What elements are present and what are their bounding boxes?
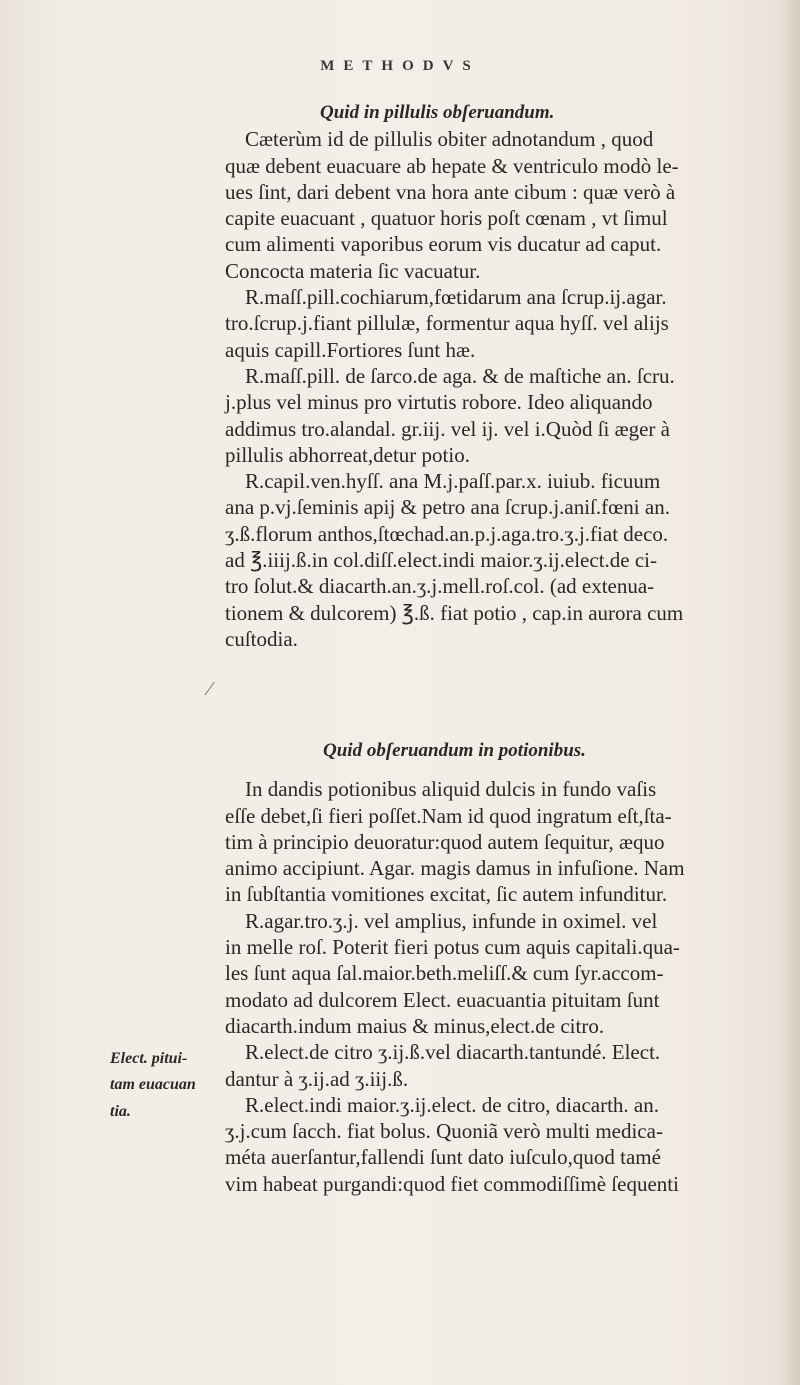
recipe-line: R.capil.ven.hyſſ. ana M.j.paſſ.par.x. iuiub. ficuum [245,469,661,494]
margin-note-line: tam euacuan [110,1076,196,1094]
recipe-line: R.elect.indi maior.ʒ.ij.elect. de citro, diacarth. an. [245,1092,660,1117]
section-potiones [225,738,783,1197]
text-line: méta auerſantur,fallendi ſunt dato iuſculo,quod tamé [225,1145,661,1170]
text-line: addimus tro.alandal. gr.iij. vel ij. vel i.Quòd ſi æger à [225,416,670,441]
text-line: tro ſolut.& diacarth.an.ʒ.j.mell.roſ.col. (ad extenua- [225,574,655,599]
margin-note-line: Elect. pitui- [110,1050,188,1067]
text-line: dantur à ʒ.ij.ad ʒ.iij.ß. [225,1066,409,1091]
text-line: diacarth.indum maius & minus,elect.de citro. [225,1013,605,1038]
text-line: ad ℥.iiij.ß.in col.diſſ.elect.indi maior.ʒ.ij.elect.de ci- [225,548,657,573]
marginal-tick-mark: ⁄ [208,678,212,700]
text-line: modato ad dulcorem Elect. euacuantia pituitam ſunt [225,987,660,1012]
text-line: aquis capill.Fortiores ſunt hæ. [225,337,476,362]
text-line: Concocta materia ſic vacuatur. [225,258,481,283]
recipe-line: R.agar.tro.ʒ.j. vel amplius, infunde in oximel. vel [245,908,658,933]
running-head: METHODVS [320,58,480,74]
recipe-line: R.elect.de citro ʒ.ij.ß.vel diacarth.tantundé. Elect. [245,1040,661,1065]
text-line: animo accipiunt. Agar. magis damus in infuſione. Nam [225,856,685,881]
text-line: in melle roſ. Poterit fieri potus cum aquis capitali.qua- [225,935,680,960]
text-line: capite euacuant , quatuor horis poſt cœnam , vt ſimul [225,206,668,231]
text-line: tim à principio deuoratur:quod autem ſequitur, æquo [225,829,665,854]
recipe-line: R.maſſ.pill.cochiarum,fœtidarum ana ſcrup.ij.agar. [245,285,667,310]
text-line: ues ſint, dari debent vna hora ante cibum : quæ verò à [225,179,676,204]
text-line: cum alimenti vaporibus eorum vis ducatur ad caput. [225,232,662,257]
text-line: cuſtodia. [225,626,298,651]
margin-note [110,1046,220,1125]
text-line: In dandis potionibus aliquid dulcis in fundo vaſis [245,777,657,802]
text-line: quæ debent euacuare ab hepate & ventriculo modò le- [225,153,679,178]
recipe-line: R.maſſ.pill. de ſarco.de aga. & de maſtiche an. ſcru. [245,363,675,388]
text-line: tionem & dulcorem) ℥.ß. fiat potio , cap.in aurora cum [225,600,684,625]
page-edge-shadow [778,0,800,1385]
text-line: ʒ.ß.florum anthos,ſtœchad.an.p.j.aga.tro.ʒ.j.fiat deco. [225,521,669,546]
text-line: j.plus vel minus pro virtutis robore. Ideo aliquando [225,390,653,415]
text-line: eſſe debet,ſi fieri poſſet.Nam id quod ingratum eſt,ſta- [225,803,672,828]
text-line: tro.ſcrup.j.fiant pillulæ, formentur aqua hyſſ. vel alijs [225,311,669,336]
text-line: ʒ.j.cum ſacch. fiat bolus. Quoniã verò multi medica- [225,1119,663,1144]
text-line: ana p.vj.ſeminis apij & petro ana ſcrup.j.aniſ.fœni an. [225,495,670,520]
text-line: pillulis abhorreat,detur potio. [225,442,470,467]
text-line: in ſubſtantia vomitiones excitat, ſic autem infunditur. [225,882,668,907]
section-pillulae [225,100,783,652]
text-line: vim habeat purgandi:quod fiet commodiſſimè ſequenti [225,1171,679,1196]
margin-note-line: tia. [110,1102,131,1120]
section-heading: Quid in pillulis obſeruandum. [320,102,555,123]
text-line: les ſunt aqua ſal.maior.beth.meliſſ.& cum ſyr.accom- [225,961,664,986]
section-heading: Quid obſeruandum in potionibus. [323,740,586,761]
text-line: Cæterùm id de pillulis obiter adnotandum , quod [245,127,654,152]
